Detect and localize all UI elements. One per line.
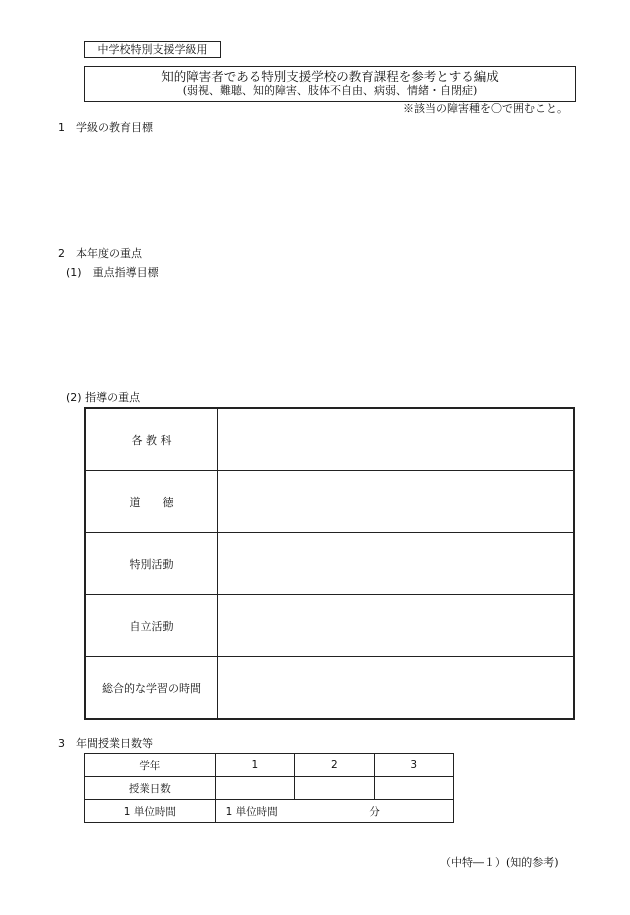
disability-types: (弱視、難聴、知的障害、肢体不自由、病弱、情緒・自閉症) <box>182 84 478 97</box>
form-label: 中学校特別支援学級用 <box>84 41 221 58</box>
row-label-independence-activities: 自立活動 <box>85 595 218 657</box>
header-grade: 学年 <box>85 754 216 777</box>
table-row <box>85 595 574 657</box>
page-footer: （中特―１）(知的参考) <box>440 856 559 869</box>
entry-cell-special-activities[interactable] <box>218 533 575 595</box>
class-days-grade-1[interactable] <box>215 777 294 800</box>
table-row <box>85 408 574 471</box>
class-days-grade-2[interactable] <box>295 777 374 800</box>
guidance-table <box>84 407 575 720</box>
table-row <box>85 533 574 595</box>
table-row <box>85 754 454 777</box>
row-label-subjects: 各 教 科 <box>85 408 218 471</box>
entry-cell-morals[interactable] <box>218 471 575 533</box>
section-3-heading: 3 年間授業日数等 <box>58 737 153 750</box>
row-label-special-activities: 特別活動 <box>85 533 218 595</box>
unit-time-cell[interactable] <box>215 800 453 823</box>
entry-cell-independence-activities[interactable] <box>218 595 575 657</box>
header-grade-2: 2 <box>295 754 374 777</box>
row-label-class-days: 授業日数 <box>85 777 216 800</box>
instruction-note: ※該当の障害種を〇で囲むこと。 <box>403 102 568 115</box>
section-1-heading: 1 学級の教育目標 <box>58 121 153 134</box>
entry-cell-integrated-study[interactable] <box>218 657 575 720</box>
table-row <box>85 657 574 720</box>
minutes-unit: 分 <box>369 805 380 818</box>
unit-time-label: 1 単位時間 <box>225 805 278 818</box>
table-row <box>85 471 574 533</box>
title-box <box>84 66 576 102</box>
page-title: 知的障害者である特別支援学校の教育課程を参考とする編成 <box>161 69 499 84</box>
header-grade-1: 1 <box>215 754 294 777</box>
entry-cell-subjects[interactable] <box>218 408 575 471</box>
section-2-2-heading: (2) 指導の重点 <box>66 391 141 404</box>
header-grade-3: 3 <box>374 754 453 777</box>
table-row <box>85 800 454 823</box>
section-2-heading: 2 本年度の重点 <box>58 247 142 260</box>
row-label-morals: 道 徳 <box>85 471 218 533</box>
section-2-1-heading: (1) 重点指導目標 <box>66 266 159 279</box>
class-days-grade-3[interactable] <box>374 777 453 800</box>
row-label-integrated-study: 総合的な学習の時間 <box>85 657 218 720</box>
row-label-unit-time: 1 単位時間 <box>85 800 216 823</box>
school-days-table <box>84 753 454 823</box>
table-row <box>85 777 454 800</box>
